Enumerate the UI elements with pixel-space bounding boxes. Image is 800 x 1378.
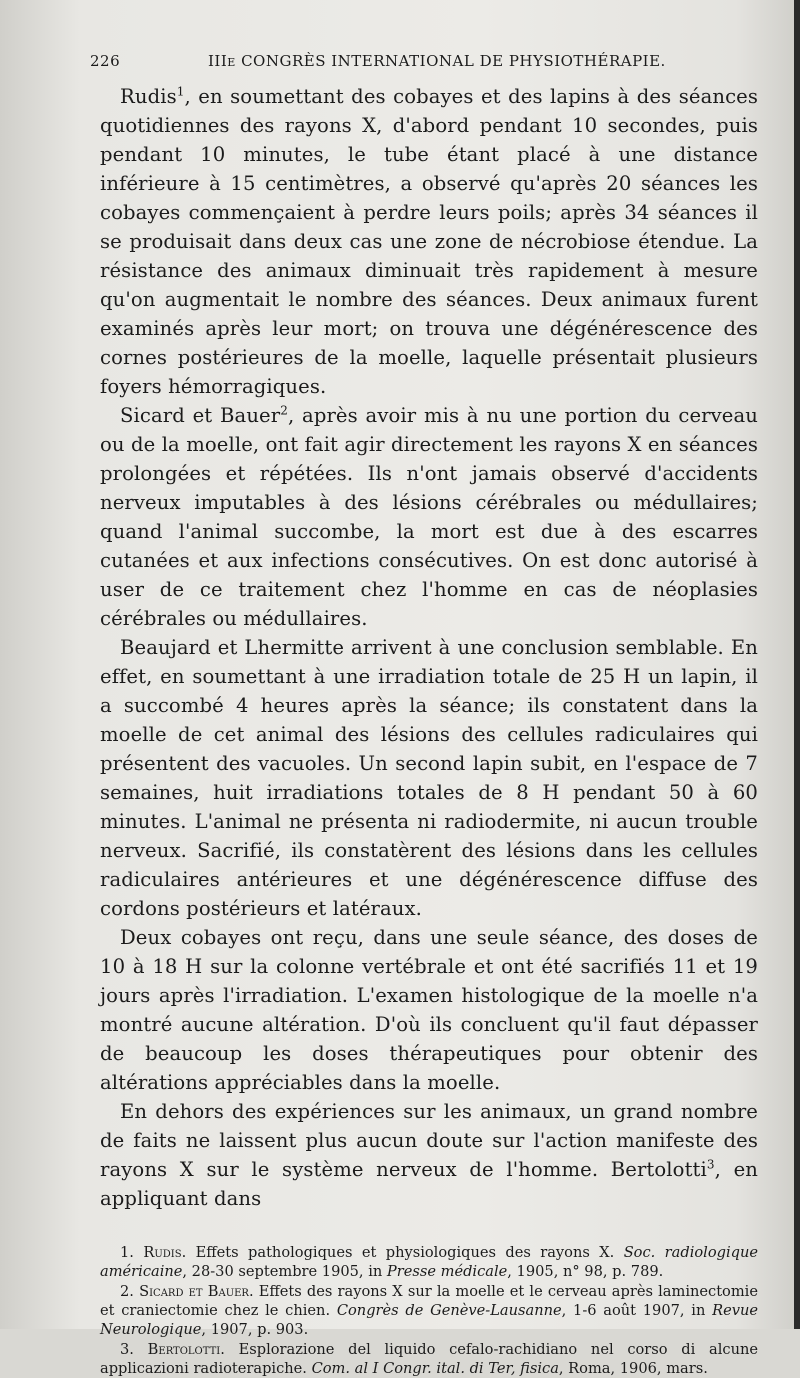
paragraph-text: Deux cobayes ont reçu, dans une seule séance, des doses de 10 à 18 H sur la colonne vertébrale et ont été sacrifiés 11 et 19 jours après l'irradiation. L'examen histologique de la moelle n'a montré aucune altération. D'où ils concluent qu'il faut dépasser de beaucoup les doses thérapeutiques pour obtenir des altérations appréciables dans la moelle. (100, 926, 758, 1094)
footnote-text: Esplorazione del liquido cefalo-rachidiano nel corso di alcune applicazioni radioterapiche. (100, 1341, 758, 1377)
footnotes (100, 1243, 758, 1378)
paragraph-sicard-bauer (100, 401, 758, 633)
footnote-text: Effets pathologiques et physiologiques des rayons X. (186, 1244, 624, 1261)
running-title: IIIe CONGRÈS INTERNATIONAL DE PHYSIOTHÉRAPIE. (208, 52, 666, 70)
paragraph-homme (100, 1097, 758, 1213)
footnote-text: , 28-30 septembre 1905, in (182, 1263, 387, 1280)
footnote-source: Presse médicale (386, 1263, 508, 1280)
paragraph-beaujard-lhermitte (100, 633, 758, 923)
footnote-number: 3. (120, 1341, 134, 1358)
footnote-text: Effets des rayons X sur la moelle et le cerveau après laminectomie et craniectomie chez le chien. (100, 1283, 758, 1319)
page-header (90, 52, 758, 70)
footnote-source: Soc. radiologique américaine (100, 1244, 758, 1280)
footnote-source: Com. al I Congr. ital. di Ter, fisica (311, 1360, 559, 1377)
paragraph-lead: En dehors des expériences sur les animaux, un grand nombre de faits ne laissent plus aucun doute sur l'action manifeste des rayons X sur le système nerveux de l'homme. Bertolotti (100, 1100, 758, 1181)
paragraph-cobayes (100, 923, 758, 1097)
footnote-text: , 1907, p. 903. (201, 1321, 309, 1338)
footnote-ref-3: 3 (706, 1157, 715, 1172)
footnote-author: Sicard et Bauer. (139, 1283, 254, 1300)
paragraph-rudis (100, 82, 758, 401)
footnote-author: Bertolotti. (147, 1341, 225, 1358)
footnote-source: Congrès de Genève-Lausanne (336, 1302, 562, 1319)
paragraph-text: , après avoir mis à nu une portion du cerveau ou de la moelle, ont fait agir directement les rayons X en séances prolongées et répétées. Ils n'ont jamais observé d'accidents nerveux imputables à des lésions cérébrales ou médullaires; quand l'animal succombe, la mort est due à des escarres cutanées et aux infections consécutives. On est donc autorisé à user de ce traitement chez l'homme en cas de néoplasies cérébrales ou médullaires. (100, 404, 758, 630)
body-text (100, 82, 758, 1213)
footnote-text: , 1905, n° 98, p. 789. (507, 1263, 664, 1280)
footnote-ref-1: 1 (176, 84, 185, 99)
paragraph-text: Beaujard et Lhermitte arrivent à une conclusion semblable. En effet, en soumettant à une irradiation totale de 25 H un lapin, il a succombé 4 heures après la séance; ils constatent dans la moelle de cet animal des lésions des cellules radiculaires qui présentent des vacuoles. Un second lapin subit, en l'espace de 7 semaines, huit irradiations totales de 8 H pendant 50 à 60 minutes. L'animal ne présenta ni radiodermite, ni aucun trouble nerveux. Sacrifié, ils constatèrent des lésions dans les cellules radiculaires antérieures et une dégénérescence diffuse des cordons postérieurs et latéraux. (100, 636, 758, 920)
page-number: 226 (90, 52, 121, 70)
footnote-number: 1. (120, 1244, 134, 1261)
footnote-author: Rudis. (143, 1244, 187, 1261)
paragraph-text: , en appliquant dans (100, 1158, 758, 1210)
footnote-number: 2. (120, 1283, 134, 1300)
footnote-3 (100, 1340, 758, 1378)
paragraph-lead: Sicard et Bauer (120, 404, 281, 427)
footnote-ref-2: 2 (280, 403, 288, 418)
footnote-source: Revue Neurologique (100, 1302, 758, 1338)
page-edge-shadow (794, 0, 800, 1329)
footnote-1 (100, 1243, 758, 1281)
paragraph-lead: Rudis (120, 85, 177, 108)
footnote-text: , Roma, 1906, mars. (558, 1360, 708, 1377)
paragraph-text: , en soumettant des cobayes et des lapins à des séances quotidiennes des rayons X, d'abord pendant 10 secondes, puis pendant 10 minutes, le tube étant placé à une distance inférieure à 15 centimètres, a observé qu'après 20 séances les cobayes commençaient à perdre leurs poils; après 34 séances il se produisait dans deux cas une zone de nécrobiose étendue. La résistance des animaux diminuait très rapidement à mesure qu'on augmentait le nombre des séances. Deux animaux furent examinés après leur mort; on trouva une dégénérescence des cornes postérieures de la moelle, laquelle présentait plusieurs foyers hémorragiques. (100, 85, 758, 398)
footnote-2 (100, 1282, 758, 1339)
footnote-text: , 1-6 août 1907, in (561, 1302, 713, 1319)
